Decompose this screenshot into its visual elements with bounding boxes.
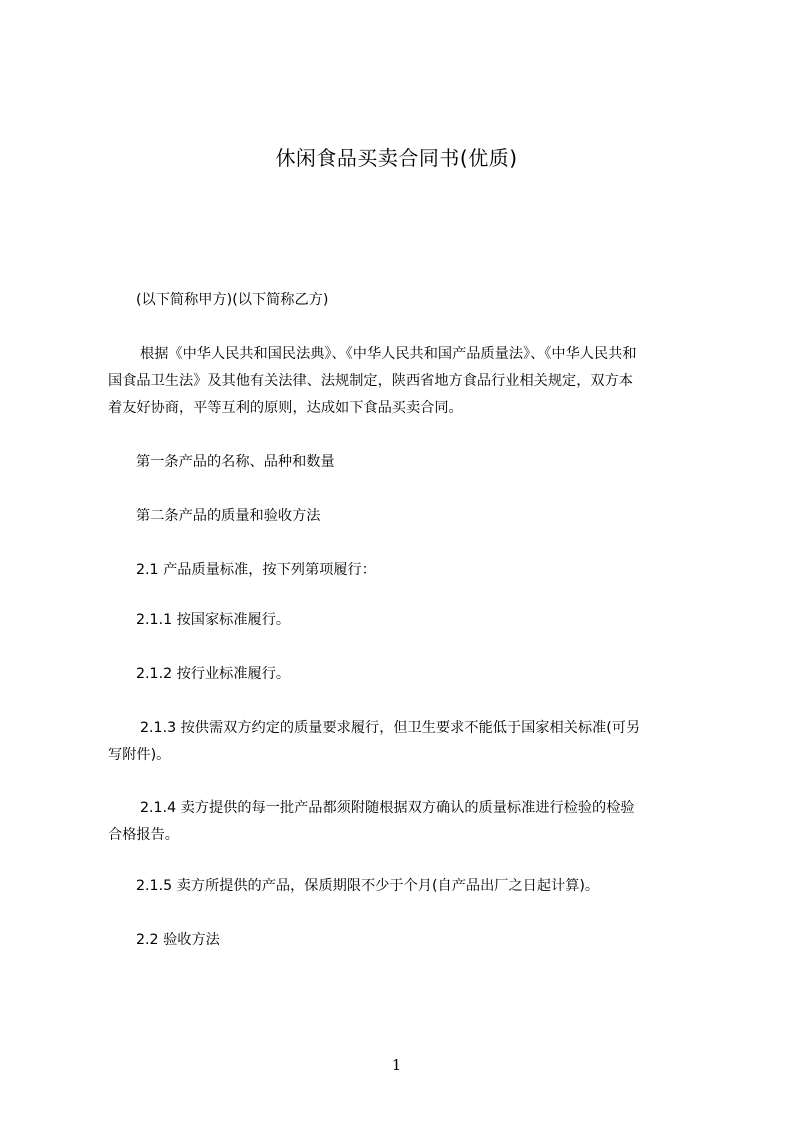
- clause-line: 2.1.4 卖方提供的每一批产品都须附随根据双方确认的质量标准进行检验的检验: [140, 800, 635, 816]
- article-1-heading: 第一条产品的名称、品种和数量: [136, 454, 335, 470]
- clause-2-2: 2.2 验收方法: [136, 932, 220, 948]
- clause-2-1-2: 2.1.2 按行业标准履行。: [136, 666, 291, 682]
- clause-2-1-5: 2.1.5 卖方所提供的产品，保质期限不少于个月(自产品出厂之日起计算)。: [136, 878, 600, 894]
- clause-line: 写附件)。: [108, 747, 171, 763]
- clause-2-1-4: [108, 795, 635, 849]
- preamble-line: 根据《中华人民共和国民法典》、《中华人民共和国产品质量法》、《中华人民共和: [140, 346, 637, 362]
- clause-2-1-3: [108, 715, 640, 769]
- clause-2-1: 2.1 产品质量标准，按下列第项履行：: [136, 562, 376, 578]
- clause-2-1-1: 2.1.1 按国家标准履行。: [136, 612, 291, 628]
- preamble-paragraph: [108, 341, 637, 422]
- document-title: 休闲食品买卖合同书(优质): [275, 146, 518, 170]
- clause-line: 合格报告。: [108, 827, 179, 843]
- preamble-line: 国食品卫生法》及其他有关法律、法规制定，陕西省地方食品行业相关规定，双方本: [108, 373, 633, 389]
- clause-line: 2.1.3 按供需双方约定的质量要求履行，但卫生要求不能低于国家相关标准(可另: [140, 720, 641, 736]
- article-2-heading: 第二条产品的质量和验收方法: [136, 508, 321, 524]
- preamble-line: 着友好协商，平等互利的原则，达成如下食品买卖合同。: [108, 400, 463, 416]
- page-number: 1: [391, 1056, 402, 1074]
- intro-paragraph: (以下简称甲方)(以下简称乙方): [136, 292, 329, 308]
